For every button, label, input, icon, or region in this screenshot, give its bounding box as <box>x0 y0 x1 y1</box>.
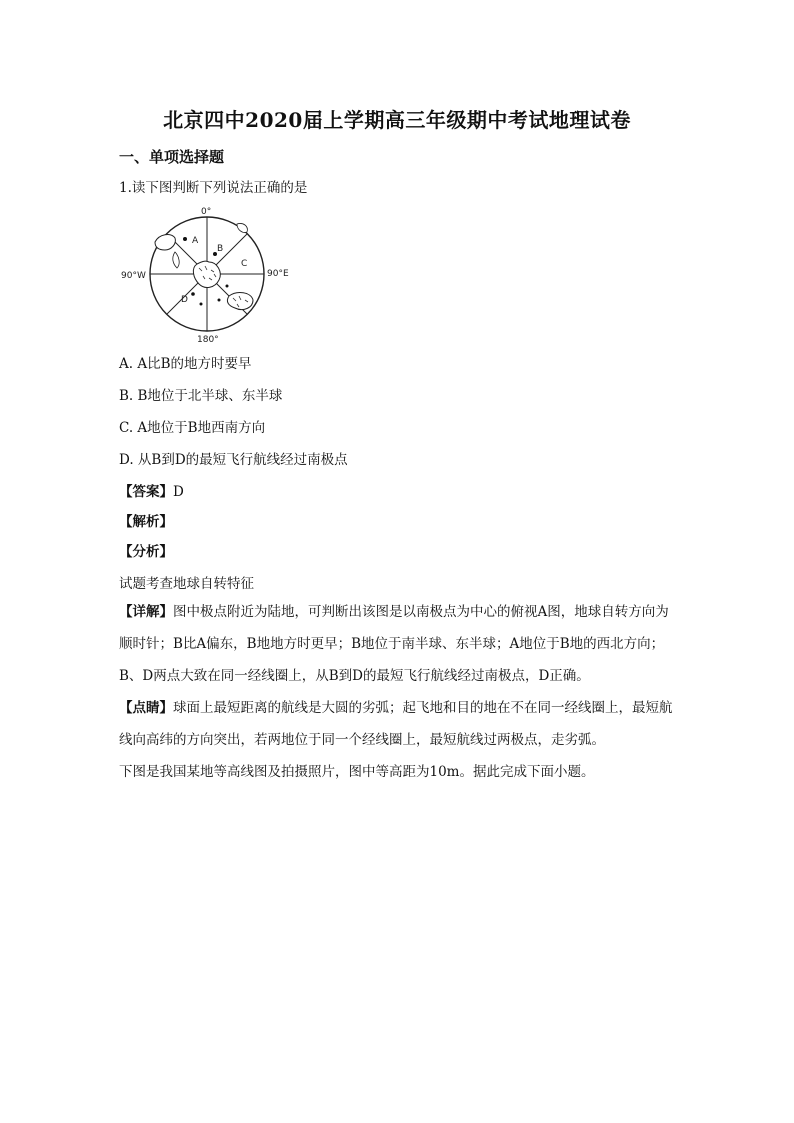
option-a: A. A比B的地方时要早 <box>119 356 252 372</box>
question-stem: 1.读下图判断下列说法正确的是 <box>119 180 308 196</box>
option-c: C. A地位于B地西南方向 <box>119 420 266 436</box>
jiexi-tag: 【解析】 <box>119 514 173 530</box>
tip-paragraph <box>119 692 679 756</box>
answer-line <box>119 480 184 500</box>
polar-map-svg <box>119 204 299 344</box>
point-a-dot <box>183 237 187 241</box>
fenxi-tag: 【分析】 <box>119 544 173 560</box>
next-intro: 下图是我国某地等高线图及拍摄照片，图中等高距为10m。据此完成下面小题。 <box>119 764 595 780</box>
option-b: B. B地位于北半球、东半球 <box>119 388 283 404</box>
tip-text: 球面上最短距离的航线是大圆的劣弧；起飞地和目的地在不在同一经线圈上，最短航线向高纬的方向突出，若两地位于同一个经线圈上，最短航线过两极点，走劣弧。 <box>119 700 673 748</box>
landmass-nw <box>155 235 175 250</box>
point-dot-extra-1 <box>200 303 203 306</box>
landmass-se <box>227 293 253 310</box>
detail-tag: 【详解】 <box>119 604 173 620</box>
landmass-w <box>173 252 179 268</box>
fenxi-text: 试题考查地球自转特征 <box>119 576 254 592</box>
page-title: 北京四中2020届上学期高三年级期中考试地理试卷 <box>163 108 631 132</box>
point-a-label: A <box>192 236 199 246</box>
label-90w: 90°W <box>121 271 146 281</box>
polar-map-figure <box>119 204 299 344</box>
point-b-label: B <box>217 244 224 254</box>
label-0-deg: 0° <box>201 207 212 217</box>
option-d: D. 从B到D的最短飞行航线经过南极点 <box>119 452 348 468</box>
answer-value: D <box>173 484 184 500</box>
point-d-dot <box>191 292 195 296</box>
point-dot-extra-3 <box>226 285 229 288</box>
landmass-ne <box>237 223 247 232</box>
tip-tag: 【点睛】 <box>119 700 173 716</box>
point-d-label: D <box>181 295 188 305</box>
point-dot-extra-2 <box>218 299 221 302</box>
label-90e: 90°E <box>267 269 289 279</box>
point-c-label: C <box>241 259 248 269</box>
detail-paragraph <box>119 596 679 692</box>
answer-tag: 【答案】 <box>119 484 173 500</box>
detail-text: 图中极点附近为陆地，可判断出该图是以南极点为中心的俯视A图，地球自转方向为顺时针；B比A偏东，B地地方时更早；B地位于南半球、东半球；A地位于B地的西北方向；B、D两点大致在同一经线圈上，从B到D的最短飞行航线经过南极点，D正确。 <box>119 604 669 684</box>
section-heading: 一、单项选择题 <box>119 148 225 166</box>
label-180-deg: 180° <box>197 335 219 344</box>
